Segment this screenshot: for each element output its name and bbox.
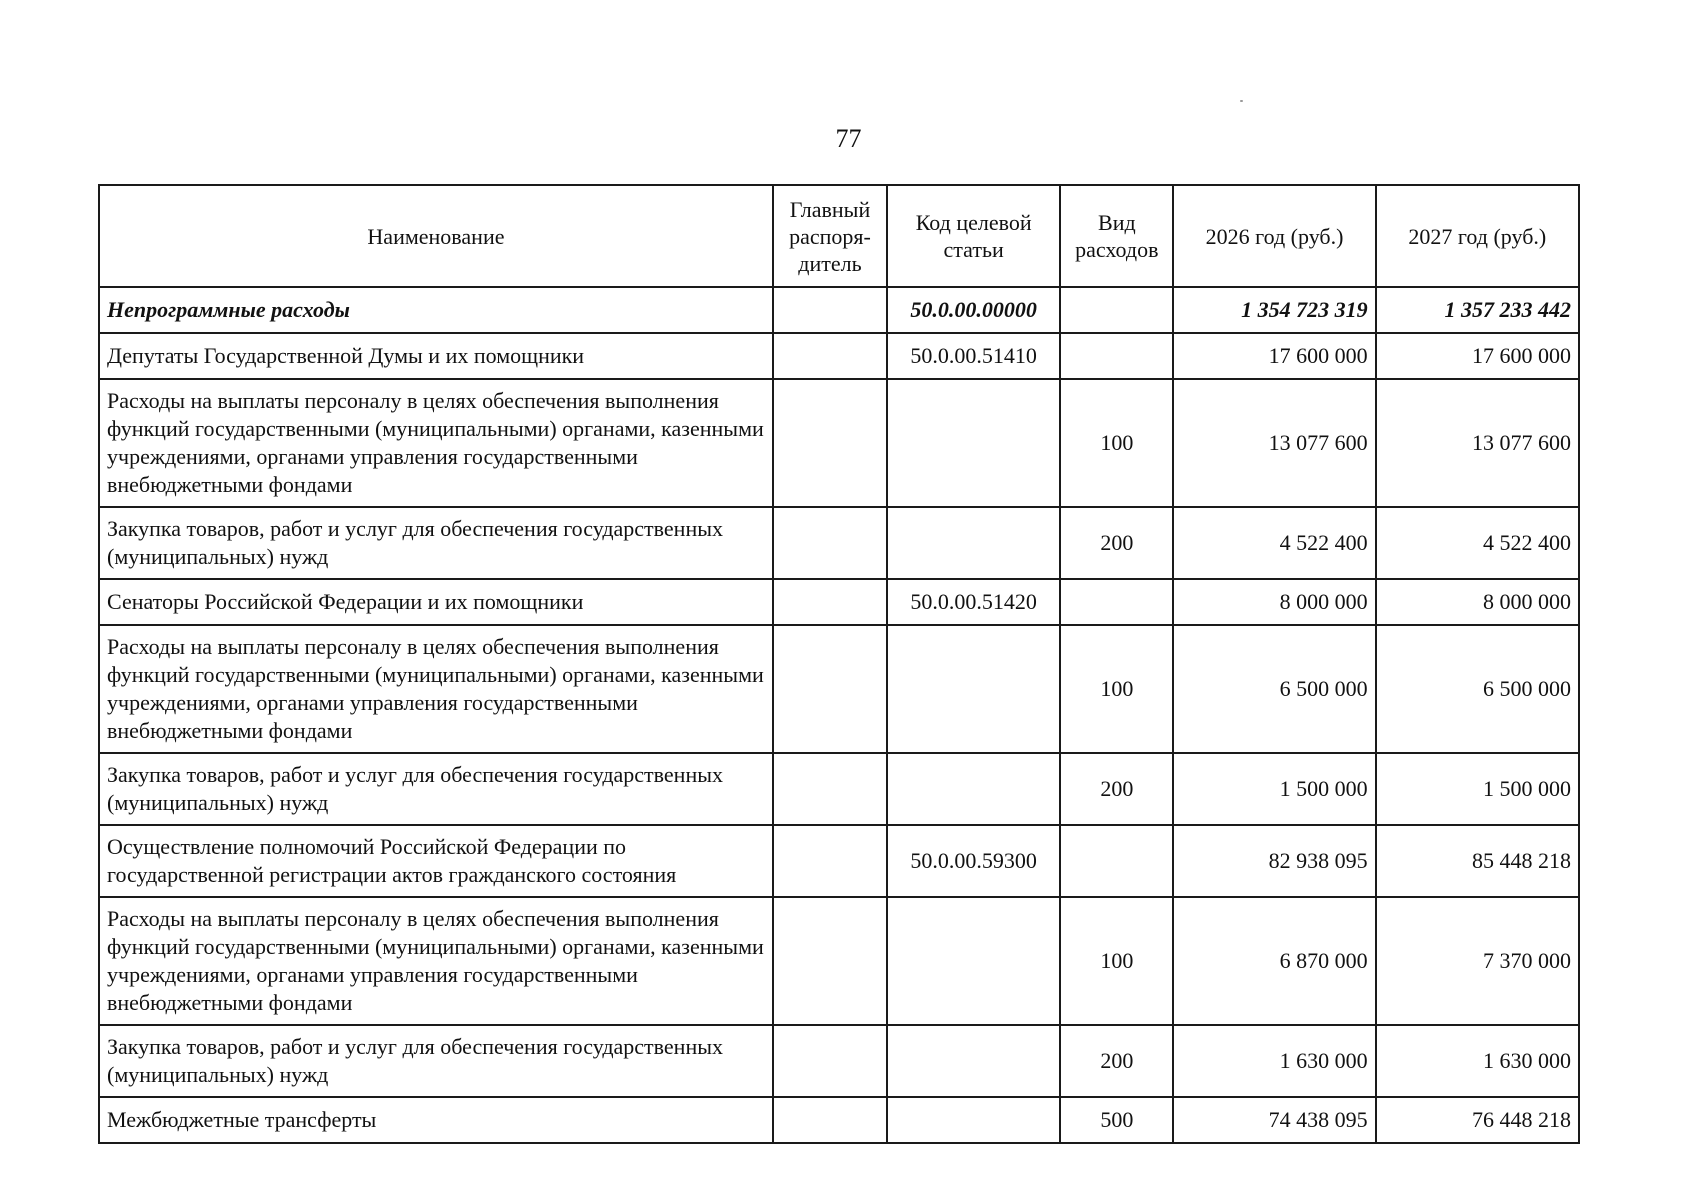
row-admin (773, 625, 887, 753)
table-header-row (99, 185, 1579, 287)
row-amount-2027: 1 357 233 442 (1376, 287, 1579, 333)
row-code (887, 1025, 1060, 1097)
row-admin (773, 825, 887, 897)
row-kind (1060, 579, 1173, 625)
table-row (99, 625, 1579, 753)
table-row (99, 753, 1579, 825)
row-amount-2027: 7 370 000 (1376, 897, 1579, 1025)
row-amount-2026: 8 000 000 (1173, 579, 1375, 625)
row-code (887, 897, 1060, 1025)
row-amount-2026: 4 522 400 (1173, 507, 1375, 579)
row-amount-2027: 17 600 000 (1376, 333, 1579, 379)
row-code: 50.0.00.51410 (887, 333, 1060, 379)
row-name: Закупка товаров, работ и услуг для обеспечения государственных (муниципальных) нужд (99, 507, 773, 579)
table-row (99, 1097, 1579, 1143)
row-name: Расходы на выплаты персоналу в целях обеспечения выполнения функций государственными (муниципальными) органами, казенными учреждениями, органами управления государственными внебюджетными фондами (99, 897, 773, 1025)
row-admin (773, 1097, 887, 1143)
row-amount-2026: 6 870 000 (1173, 897, 1375, 1025)
row-name: Осуществление полномочий Российской Федерации по государственной регистрации актов гражданского состояния (99, 825, 773, 897)
row-name: Закупка товаров, работ и услуг для обеспечения государственных (муниципальных) нужд (99, 753, 773, 825)
row-kind (1060, 333, 1173, 379)
row-amount-2027: 8 000 000 (1376, 579, 1579, 625)
row-amount-2026: 1 630 000 (1173, 1025, 1375, 1097)
row-code (887, 753, 1060, 825)
row-code (887, 507, 1060, 579)
header-year-2026: 2026 год (руб.) (1173, 185, 1375, 287)
row-amount-2027: 76 448 218 (1376, 1097, 1579, 1143)
row-kind: 100 (1060, 625, 1173, 753)
row-admin (773, 897, 887, 1025)
row-admin (773, 507, 887, 579)
table-row (99, 507, 1579, 579)
row-admin (773, 753, 887, 825)
row-kind: 200 (1060, 1025, 1173, 1097)
row-amount-2027: 85 448 218 (1376, 825, 1579, 897)
row-admin (773, 333, 887, 379)
row-amount-2026: 6 500 000 (1173, 625, 1375, 753)
row-kind: 500 (1060, 1097, 1173, 1143)
row-name: Закупка товаров, работ и услуг для обеспечения государственных (муниципальных) нужд (99, 1025, 773, 1097)
table-row (99, 897, 1579, 1025)
row-kind: 200 (1060, 507, 1173, 579)
header-expense-kind: Вид расходов (1060, 185, 1173, 287)
table-row (99, 379, 1579, 507)
header-target-code: Код целевой статьи (887, 185, 1060, 287)
budget-table (98, 184, 1580, 1144)
row-code: 50.0.00.59300 (887, 825, 1060, 897)
row-amount-2026: 17 600 000 (1173, 333, 1375, 379)
page-number: 77 (835, 124, 862, 153)
row-kind: 100 (1060, 379, 1173, 507)
row-amount-2026: 82 938 095 (1173, 825, 1375, 897)
table-row (99, 579, 1579, 625)
row-name: Расходы на выплаты персоналу в целях обеспечения выполнения функций государственными (муниципальными) органами, казенными учреждениями, органами управления государственными внебюджетными фондами (99, 625, 773, 753)
row-code (887, 1097, 1060, 1143)
row-amount-2027: 4 522 400 (1376, 507, 1579, 579)
row-amount-2026: 13 077 600 (1173, 379, 1375, 507)
row-amount-2027: 1 500 000 (1376, 753, 1579, 825)
row-name: Межбюджетные трансферты (99, 1097, 773, 1143)
row-amount-2027: 1 630 000 (1376, 1025, 1579, 1097)
header-year-2027: 2027 год (руб.) (1376, 185, 1579, 287)
row-code (887, 625, 1060, 753)
table-row (99, 1025, 1579, 1097)
header-name: Наименование (99, 185, 773, 287)
row-name: Депутаты Государственной Думы и их помощники (99, 333, 773, 379)
row-name: Непрограммные расходы (99, 287, 773, 333)
row-amount-2027: 13 077 600 (1376, 379, 1579, 507)
scan-speck (1240, 100, 1243, 102)
row-kind (1060, 287, 1173, 333)
row-code: 50.0.00.51420 (887, 579, 1060, 625)
row-name: Сенаторы Российской Федерации и их помощники (99, 579, 773, 625)
row-amount-2026: 1 354 723 319 (1173, 287, 1375, 333)
row-kind: 100 (1060, 897, 1173, 1025)
row-code (887, 379, 1060, 507)
row-code: 50.0.00.00000 (887, 287, 1060, 333)
row-kind (1060, 825, 1173, 897)
row-amount-2026: 74 438 095 (1173, 1097, 1375, 1143)
row-admin (773, 379, 887, 507)
row-kind: 200 (1060, 753, 1173, 825)
table-row (99, 825, 1579, 897)
row-admin (773, 287, 887, 333)
row-name: Расходы на выплаты персоналу в целях обеспечения выполнения функций государственными (муниципальными) органами, казенными учреждениями, органами управления государственными внебюджетными фондами (99, 379, 773, 507)
table-row-total (99, 287, 1579, 333)
header-chief-administrator: Главный распоря-дитель (773, 185, 887, 287)
row-amount-2027: 6 500 000 (1376, 625, 1579, 753)
row-amount-2026: 1 500 000 (1173, 753, 1375, 825)
row-admin (773, 1025, 887, 1097)
row-admin (773, 579, 887, 625)
table-row (99, 333, 1579, 379)
